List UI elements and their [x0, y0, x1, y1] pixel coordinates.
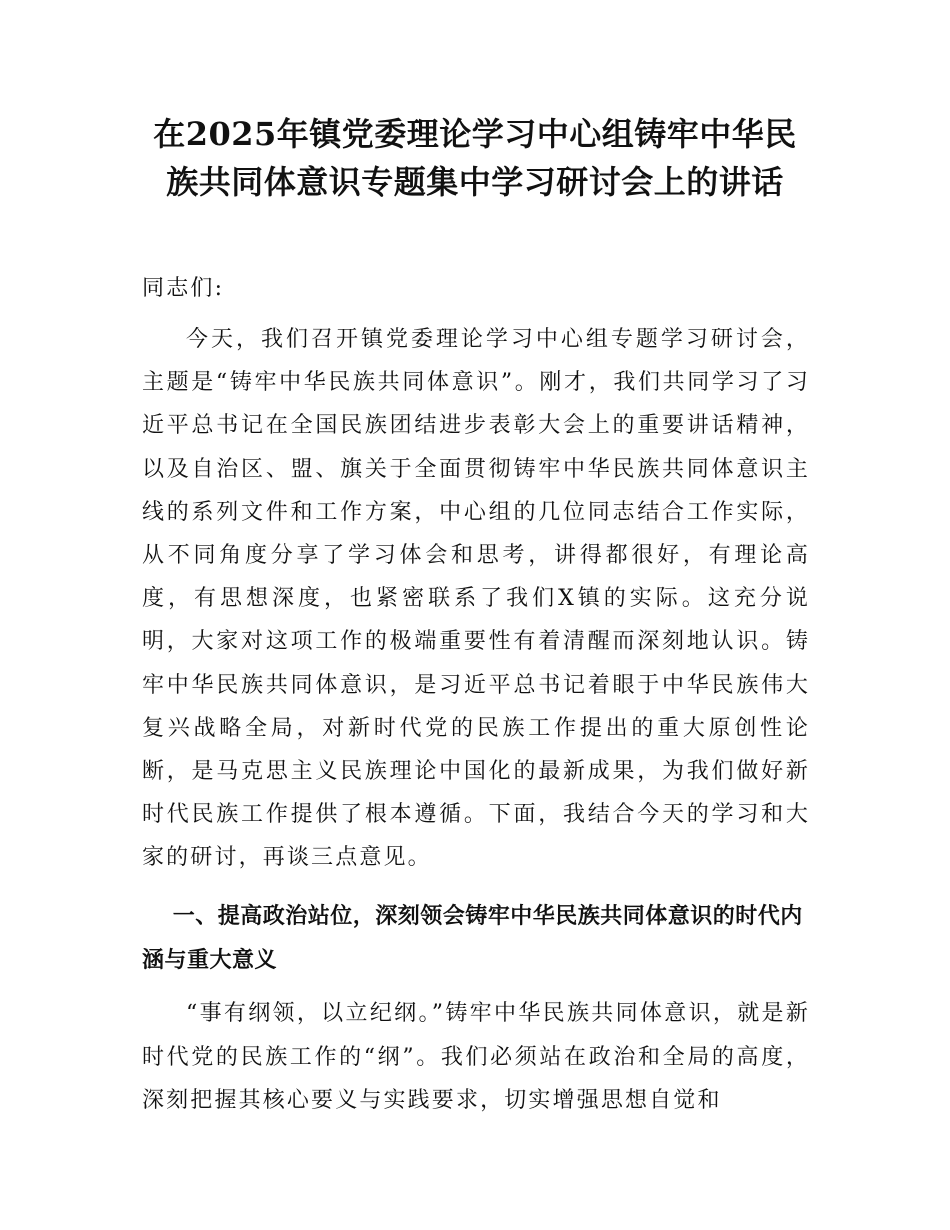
paragraph-section-1: “事有纲领，以立纪纲。”铸牢中华民族共同体意识，就是新时代党的民族工作的“纲”。我们必须站在政治和全局的高度，深刻把握其核心要义与实践要求，切实增强思想自觉和 — [142, 1001, 810, 1113]
section-heading-1: 一、提高政治站位，深刻领会铸牢中华民族共同体意识的时代内涵与重大意义 — [142, 904, 803, 973]
paragraph-intro: 今天，我们召开镇党委理论学习中心组专题学习研讨会，主题是“铸牢中华民族共同体意识”。刚才，我们共同学习了习近平总书记在全国民族团结进步表彰大会上的重要讲话精神，以及自治区、盟、旗关于全面贯彻铸牢中华民族共同体意识主线的系列文件和工作方案，中心组的几位同志结合工作实际，从不同角度分享了学习体会和思考，讲得都很好，有理论高度，有思想深度，也紧密联系了我们X镇的实际。这充分说明，大家对这项工作的极端重要性有着清醒而深刻地认识。铸牢中华民族共同体意识，是习近平总书记着眼于中华民族伟大复兴战略全局，对新时代党的民族工作提出的重大原创性论断，是马克思主义民族理论中国化的最新成果，为我们做好新时代民族工作提供了根本遵循。下面，我结合今天的学习和大家的研讨，再谈三点意见。 — [142, 327, 810, 871]
greeting: 同志们: — [142, 276, 225, 301]
document-title — [140, 110, 810, 206]
title-line-1: 在2025年镇党委理论学习中心组铸牢中华民 — [153, 115, 797, 153]
title-line-2: 族共同体意识专题集中学习研讨会上的讲话 — [166, 163, 784, 201]
